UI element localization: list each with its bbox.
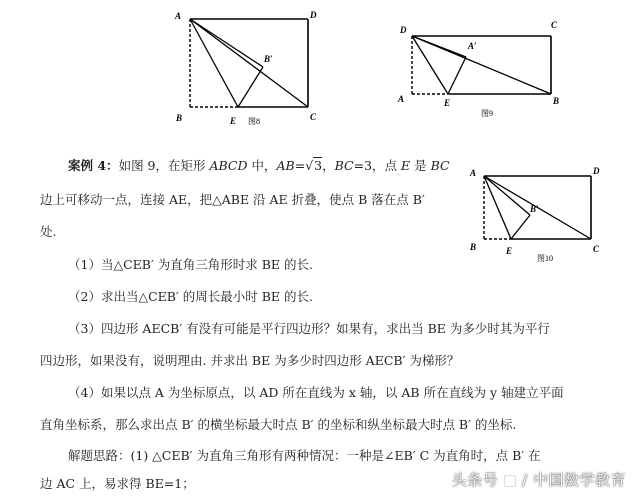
case-line-2: 边上可移动一点，连接 AE，把△ABE 沿 AE 折叠，使点 B 落在点 B′ — [40, 192, 425, 207]
case-bc2: BC — [430, 158, 450, 173]
question-4-line-2: 直角坐标系，那么求出点 B′ 的横坐标最大时点 B′ 的坐标和纵坐标最大时点 B′ 的坐标. — [40, 417, 517, 432]
fig8-label-e: E — [230, 116, 237, 126]
sqrt-3: 3 — [314, 158, 323, 173]
fig10-label-d: D — [593, 166, 600, 176]
fig9-label-a: A — [398, 94, 405, 104]
watermark — [452, 469, 626, 490]
fig9-label-d: D — [400, 25, 407, 35]
fig10-abp — [484, 176, 530, 215]
case-label: 案例 4： — [68, 158, 119, 173]
watermark-right: 中国数学教育 — [532, 471, 626, 489]
fig9-label-ap: A′ — [468, 41, 477, 51]
question-3-line-1: （3）四边形 AECB′ 有没有可能是平行四边形？如果有，求出当 BE 为多少时其为平行 — [68, 321, 550, 336]
fig10-caption: 图10 — [537, 254, 553, 263]
fig9-caption: 图9 — [481, 109, 493, 118]
fig10-label-b: B — [470, 242, 477, 252]
case-text-f: 是 — [410, 158, 431, 173]
fig8-caption: 图8 — [248, 117, 260, 126]
fig8-label-c: C — [310, 112, 317, 122]
fig8-label-b: B — [176, 113, 183, 123]
case-bc: BC — [334, 158, 354, 173]
figure-10 — [466, 162, 616, 266]
watermark-left: 头条号 — [451, 471, 499, 489]
fig10-label-e: E — [506, 246, 513, 256]
fig10-ae — [484, 176, 511, 239]
fig8-label-d: D — [310, 10, 317, 20]
sqrt-symbol: √3 — [305, 158, 323, 173]
question-3-line-2: 四边形，如果没有，说明理由. 并求出 BE 为多少时四边形 AECB′ 为梯形？ — [40, 353, 460, 368]
case-text-c: ， — [322, 158, 335, 173]
fig10-label-bp: B′ — [530, 204, 539, 214]
case-abcd: ABCD — [209, 158, 248, 173]
question-4-line-1: （4）如果以点 A 为坐标原点，以 AD 所在直线为 x 轴，以 AB 所在直线为 y 轴建立平面 — [68, 385, 564, 400]
case-text-d: =3，点 — [353, 158, 402, 173]
question-2: （2）求出当△CEB′ 的周长最小时 BE 的长. — [68, 289, 313, 304]
fig10-label-c: C — [593, 244, 600, 254]
solution-line-2: 边 AC 上，易求得 BE=1； — [40, 476, 195, 491]
case-text-a: 如图 9，在矩形 — [118, 158, 210, 173]
watermark-sep: / — [522, 471, 528, 489]
watermark-sep-icon — [504, 475, 516, 487]
fig10-ebp — [511, 215, 530, 239]
fig9-label-e: E — [444, 98, 451, 108]
case-ab: AB — [276, 158, 295, 173]
case-text-b: 中， — [247, 158, 277, 173]
case-eq: = — [294, 158, 306, 173]
case-e: E — [401, 158, 411, 173]
case-line-1 — [68, 158, 450, 174]
question-1: （1）当△CEB′ 为直角三角形时求 BE 的长. — [68, 257, 313, 272]
case-line-3: 处. — [40, 224, 57, 239]
fig8-label-bp: B′ — [264, 54, 273, 64]
fig10-label-a: A — [470, 168, 477, 178]
fig9-label-b: B — [553, 96, 560, 106]
fig8-label-a: A — [175, 11, 182, 21]
solution-line-1: 解题思路：(1) △CEB′ 为直角三角形有两种情况：一种是∠EB′ C 为直角时，点 B′ 在 — [68, 448, 541, 463]
fig9-label-c: C — [551, 20, 558, 30]
